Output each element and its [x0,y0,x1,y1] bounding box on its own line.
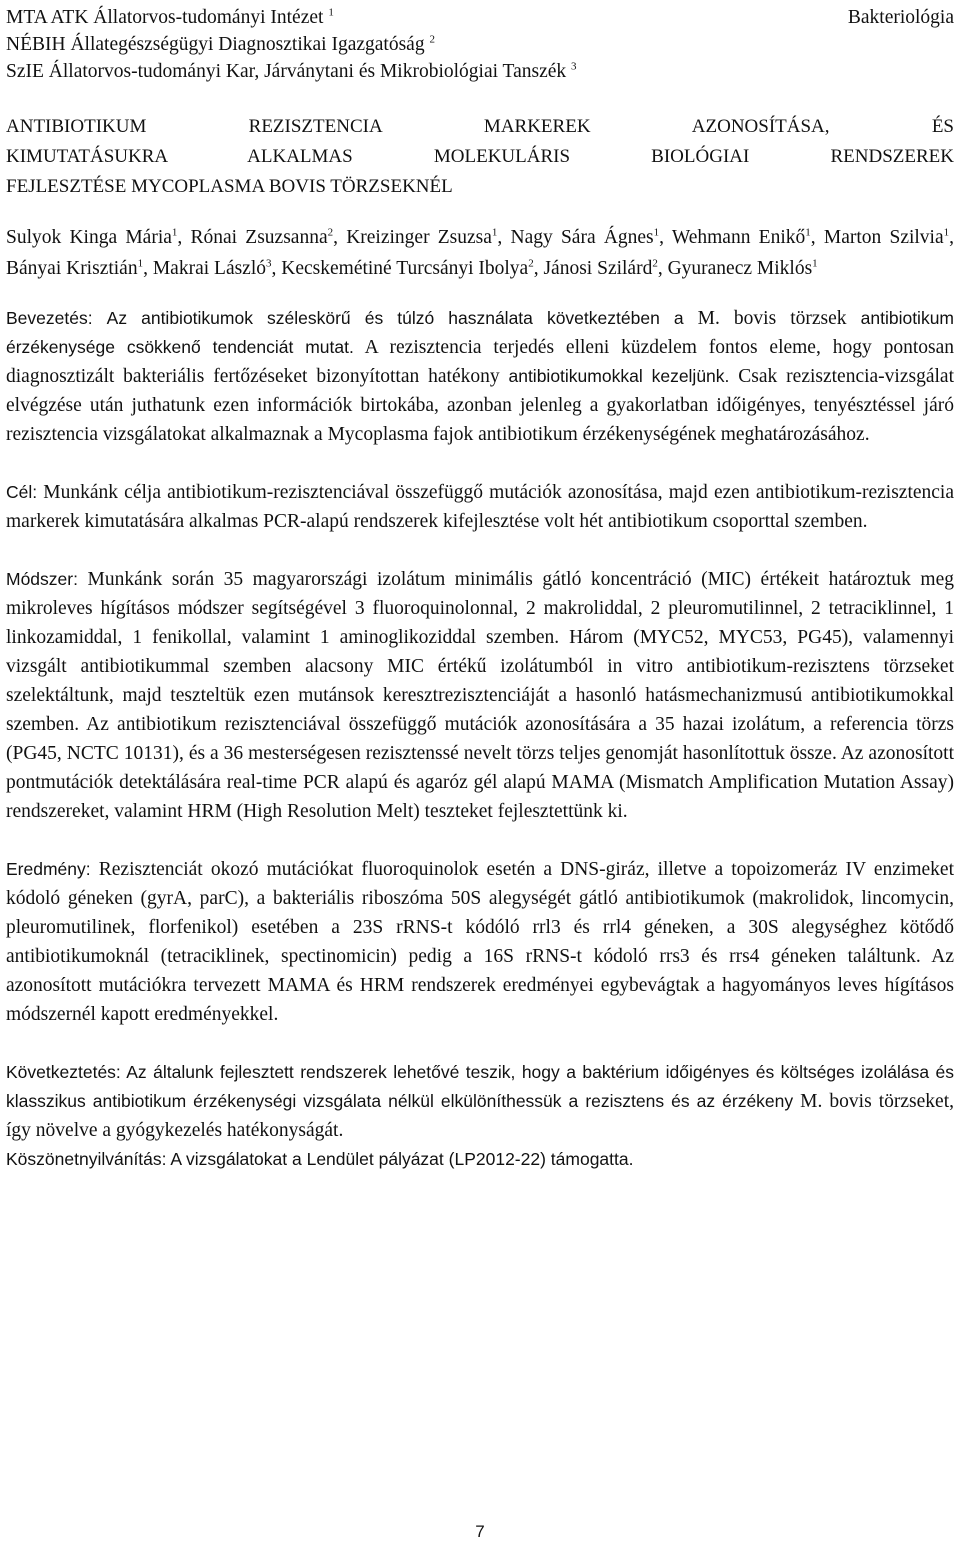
author: Marton Szilvia$^1$ [823,226,950,248]
author: Kreizinger Zsuzsa$^1$ [346,226,498,248]
document-page [6,0,954,1174]
author: Nagy Sára Ágnes$^1$ [510,226,660,248]
header [6,4,954,85]
title-line: ANTIBIOTIKUM REZISZTENCIA MARKEREK AZONOSÍTÁSA, ÉS [6,116,954,137]
section-conclusion: Következtetés: Az általunk fejlesztett rendszerek lehetővé teszik, hogy a baktérium időigényes és költséges izolálása és klasszikus antibiotikum érzékenységi vizsgálata nélkül elkülöníthessük a rezisztens és az érzékeny M. bovis törzseket, így növelve a gyógykezelés hatékonyságát. [6,1062,954,1141]
section-label: Következtetés: [6,1062,121,1082]
section-method: Módszer: Munkánk során 35 magyarországi izolátum minimális gátló koncentráció (MIC) értékeit határoztuk meg mikroleves hígításos módszer segítségével 3 fluoroquinolonnal, 2 makroliddal, 2 pleuromutilinnel, 2 tetraciklinnel, 1 linkozamiddal, 1 fenikollal, valamint 1 aminoglikoziddal szemben. Három (MYC52, MYC53, PG45), valamennyi vizsgált antibiotikummal szemben alacsony MIC értékű izolátumból in vitro antibiotikum-rezisztens törzseket szelektáltunk, majd teszteltük ezen mutánsok keresztrezisztenciáját a hasonló hatásmechanizmusú antibiotikumokkal szemben. Az antibiotikum rezisztenciával összefüggő mutációk azonosítására a 35 hazai izolátum, a referencia törzs (PG45, NCTC 10131), és a 36 mesterségesen rezisztenssé nevelt törzs teljes genomját hasonlítottuk össze. Az azonosított pontmutációk detektálására real-time PCR alapú és agaróz gél alapú MAMA (Mismatch Amplification Mutation Assay) rendszereket, valamint HRM (High Resolution Melt) teszteket fejlesztettünk ki. [6,569,954,822]
section-acknowledgement: Köszönetnyilvánítás: A vizsgálatokat a Lendület pályázat (LP2012-22) támogatta. [6,1149,634,1169]
author: Jánosi Szilárd$^2$ [543,257,658,279]
author: Rónai Zsuzsanna$^2$ [190,226,334,248]
paper-title [6,112,954,202]
section-result: Eredmény: Rezisztenciát okozó mutációkat fluoroquinolok esetén a DNS-giráz, illetve a topoizomeráz IV enzimeket kódoló géneken (gyrA, parC), a bakteriális riboszóma 50S alegységét gátló antibiotikumok (makrolidok, lincomycin, pleuromutilinek, florfenikol) esetében a 23S rRNS-t kódóló rrl3 és rrl4 géneken, a 30S alegységhez kötődő antibiotikumoknál (tetraciklinek, spectinomicin) pedig a 16S rRNS-t kódoló rrs3 és rrs4 géneken találtunk. Az azonosított mutációkra tervezett MAMA és HRM rendszerek eredményei egybevágtak a hagyományos leves hígításos módszernél kapott eredményekkel. [6,859,954,1025]
category-label: Bakteriológia [847,7,954,28]
author: Sulyok Kinga Mária$^1$ [6,226,178,248]
author-list: Sulyok Kinga Mária$^1$, Rónai Zsuzsanna$^2$, Kreizinger Zsuzsa$^1$, Nagy Sára Ágnes$^1$, Wehmann Enikő$^1$, Marton Szilvia$^1$, Bányai Krisztián$^1$, Makrai László$^3$, Kecskemétiné Turcsányi Ibolya$^2$, Jánosi Szilárd$^2$, Gyuranecz Miklós$^1$ [6,226,955,279]
affiliation-1: MTA ATK Állatorvos-tudományi Intézet $^1$ [6,6,334,28]
section-label: Bevezetés: [6,308,93,328]
section-label: Eredmény: [6,859,91,879]
author: Wehmann Enikő$^1$ [671,226,811,248]
author: Gyuranecz Miklós$^1$ [667,257,818,279]
page-number: 7 [475,1522,485,1541]
section-goal: Cél: Munkánk célja antibiotikum-rezisztenciával összefüggő mutációk azonosítása, majd ezen antibiotikum-rezisztencia markerek kimutatására alkalmas PCR-alapú rendszerek kifejlesztése volt hét antibiotikum csoporttal szemben. [6,482,954,532]
section-label: Módszer: [6,569,78,589]
title-line: KIMUTATÁSUKRA ALKALMAS MOLEKULÁRIS BIOLÓGIAI RENDSZEREK [6,146,954,167]
author: Bányai Krisztián$^1$ [6,257,144,279]
title-line: FEJLESZTÉSE MYCOPLASMA BOVIS TÖRZSEKNÉL [6,176,453,197]
author: Makrai László$^3$ [152,257,272,279]
section-label: Cél: [6,482,38,502]
section-introduction: Bevezetés: Az antibiotikumok széleskörű és túlzó használata következtében a M. bovis törzsek antibiotikum érzékenysége csökkenő tendenciát mutat. A rezisztencia terjedés elleni küzdelem fontos eleme, hogy pontosan diagnosztizált bakteriális fertőzéseket bizonyítottan hatékony antibiotikumokkal kezeljünk. Csak rezisztencia-vizsgálat elvégzése után juthatunk ezen információk birtokába, azonban jelenleg a gyakorlatban időigényes, tenyésztéssel járó rezisztencia vizsgálatokat alkalmaznak a Mycoplasma fajok antibiotikum érzékenységének meghatározásához. [6,308,955,445]
affiliation-3: SzIE Állatorvos-tudományi Kar, Járványtani és Mikrobiológiai Tanszék $^3$ [6,60,577,82]
author: Kecskemétiné Turcsányi Ibolya$^2$ [281,257,534,279]
affiliation-2: NÉBIH Állategészségügyi Diagnosztikai Igazgatóság $^2$ [6,33,435,55]
